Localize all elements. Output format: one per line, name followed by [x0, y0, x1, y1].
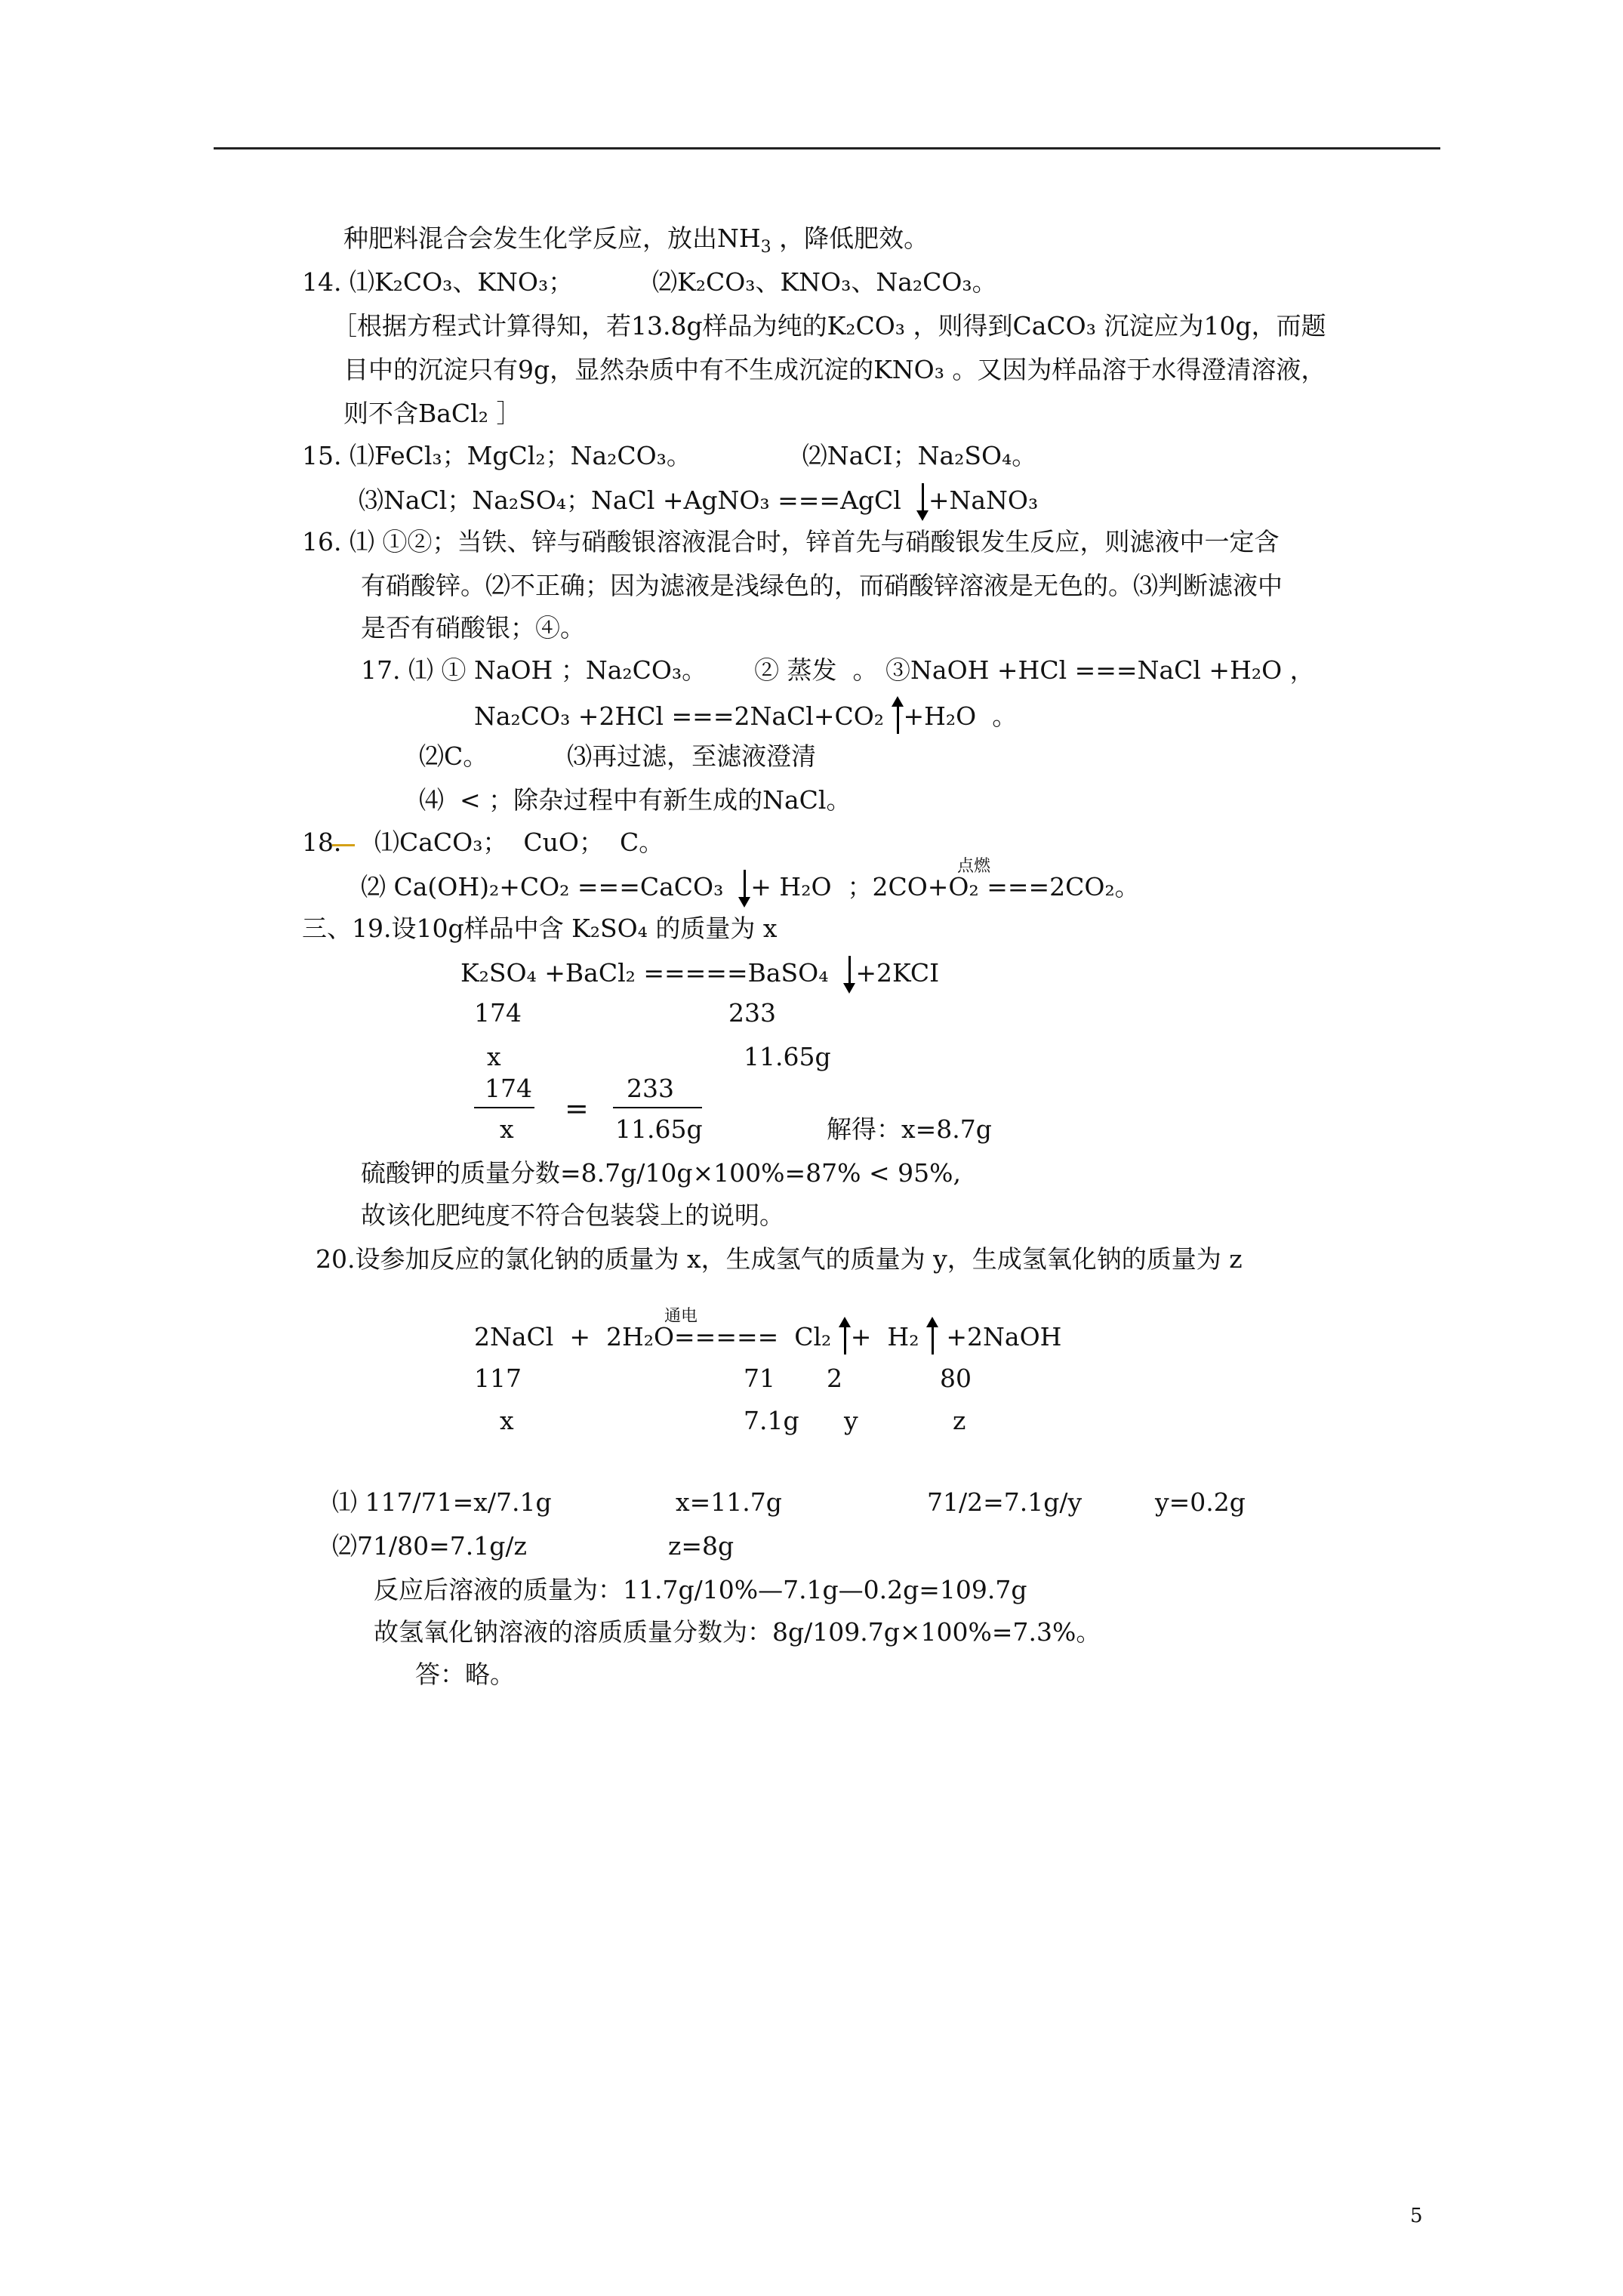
molar-mass: 174	[474, 998, 522, 1028]
answer-18: 18． ⑴CaCO₃； CuO； C。	[302, 827, 664, 857]
molar-mass: 233	[728, 998, 776, 1028]
answer-14-note: 则不含BaCl₂ ］	[343, 399, 522, 428]
answer-20-step: 反应后溶液的质量为：11.7g/10%—7.1g—0.2g=109.7g	[374, 1575, 1027, 1604]
answer-19-eq: K₂SO₄ +BaCl₂ =====BaSO₄ +2KCI	[460, 956, 939, 991]
gas-arrow-icon	[932, 1320, 934, 1354]
mass-value: 7.1g	[744, 1406, 799, 1435]
variable: z	[953, 1406, 966, 1435]
answer-17: ⑵C。 ⑶再过滤，至滤液澄清	[419, 741, 817, 771]
answer-19: 故该化肥纯度不符合包装袋上的说明。	[361, 1200, 784, 1230]
answer-20: 20.设参加反应的氯化钠的质量为 x，生成氢气的质量为 y，生成氢氧化钠的质量为 z	[316, 1244, 1243, 1274]
answer-20-step: x=11.7g	[676, 1487, 782, 1517]
precipitate-arrow-icon	[744, 870, 746, 905]
answer-16: 16. ⑴ ①②；当铁、锌与硝酸银溶液混合时，锌首先与硝酸银发生反应，则滤液中一定含	[302, 527, 1280, 556]
answer-20-final: 答：略。	[415, 1660, 515, 1689]
answer-20-step: y=0.2g	[1155, 1487, 1246, 1517]
answer-20-step: 71/2=7.1g/y	[927, 1487, 1083, 1517]
answer-17: 17. ⑴ ① NaOH ；Na₂CO₃。 ② 蒸发 。 ③NaOH +HCl ===NaCl +H₂O ，	[361, 655, 1315, 685]
fraction-bar	[474, 1107, 534, 1108]
answer-18-eq: ⑵ Ca(OH)₂+CO₂ ===CaCO₃ + H₂O ；2CO+O₂ ===2CO₂。	[361, 870, 1140, 905]
answer-19: 三、19.设10g样品中含 K₂SO₄ 的质量为 x	[302, 914, 778, 943]
page-number: 5	[1410, 2205, 1423, 2227]
fraction-denominator: x	[500, 1114, 514, 1144]
text-line: 种肥料混合会发生化学反应，放出$NH_3$ ，降低肥效。	[343, 223, 929, 257]
answer-14-note: ［根据方程式计算得知，若13.8g样品为纯的K₂CO₃ ，则得到CaCO₃ 沉淀应为10g，而题	[332, 311, 1326, 341]
fraction-denominator: 11.65g	[615, 1114, 703, 1144]
answer-20-step: ⑵71/80=7.1g/z	[332, 1531, 527, 1561]
molar-mass: 71	[744, 1364, 775, 1393]
molar-mass: 117	[474, 1364, 522, 1393]
answer-17-eq: Na₂CO₃ +2HCl ===2NaCl+CO₂ +H₂O 。	[474, 699, 1017, 734]
equals-sign: =	[565, 1092, 589, 1125]
answer-20-step: z=8g	[668, 1531, 735, 1561]
variable: x	[487, 1042, 501, 1071]
variable: x	[500, 1406, 514, 1435]
answer-14: 14. ⑴K₂CO₃、KNO₃； ⑵K₂CO₃、KNO₃、Na₂CO₃。	[302, 267, 997, 297]
gas-arrow-icon	[897, 699, 899, 734]
precipitate-arrow-icon	[848, 956, 851, 991]
variable: y	[844, 1406, 858, 1435]
condition-label: 通电	[664, 1307, 698, 1326]
answer-14-note: 目中的沉淀只有9g，显然杂质中有不生成沉淀的KNO₃ 。又因为样品溶于水得澄清溶液，	[343, 355, 1326, 384]
molar-mass: 2	[827, 1364, 842, 1393]
answer-15-part3: ⑶NaCl；Na₂SO₄；NaCl +AgNO₃ ===AgCl +NaNO₃	[359, 483, 1038, 518]
molar-mass: 80	[940, 1364, 972, 1393]
answer-20-eq: 2NaCl + 2H₂O===== Cl₂ + H₂ +2NaOH	[474, 1320, 1061, 1354]
header-rule	[214, 147, 1440, 149]
solution-result: 解得：x=8.7g	[827, 1114, 992, 1144]
answer-19: 硫酸钾的质量分数=8.7g/10g×100%=87% < 95%,	[361, 1158, 961, 1188]
answer-20-step: ⑴ 117/71=x/7.1g	[332, 1487, 552, 1517]
answer-16: 是否有硝酸银；④。	[361, 613, 585, 643]
answer-17: ⑷ < ；除杂过程中有新生成的NaCl。	[419, 785, 852, 815]
fraction-bar	[613, 1107, 702, 1108]
answer-20-step: 故氢氧化钠溶液的溶质质量分数为：8g/109.7g×100%=7.3%。	[374, 1617, 1101, 1647]
answer-15: 15. ⑴FeCl₃；MgCl₂；Na₂CO₃。 ⑵NaCI；Na₂SO₄。	[302, 441, 1037, 470]
mass-value: 11.65g	[744, 1042, 831, 1071]
gas-arrow-icon	[844, 1320, 846, 1354]
answer-16: 有硝酸锌。⑵不正确；因为滤液是浅绿色的，而硝酸锌溶液是无色的。⑶判断滤液中	[361, 571, 1283, 600]
fraction-numerator: 233	[627, 1074, 674, 1103]
precipitate-arrow-icon	[922, 483, 924, 518]
condition-label: 点燃	[957, 857, 991, 876]
fraction-numerator: 174	[485, 1074, 532, 1103]
